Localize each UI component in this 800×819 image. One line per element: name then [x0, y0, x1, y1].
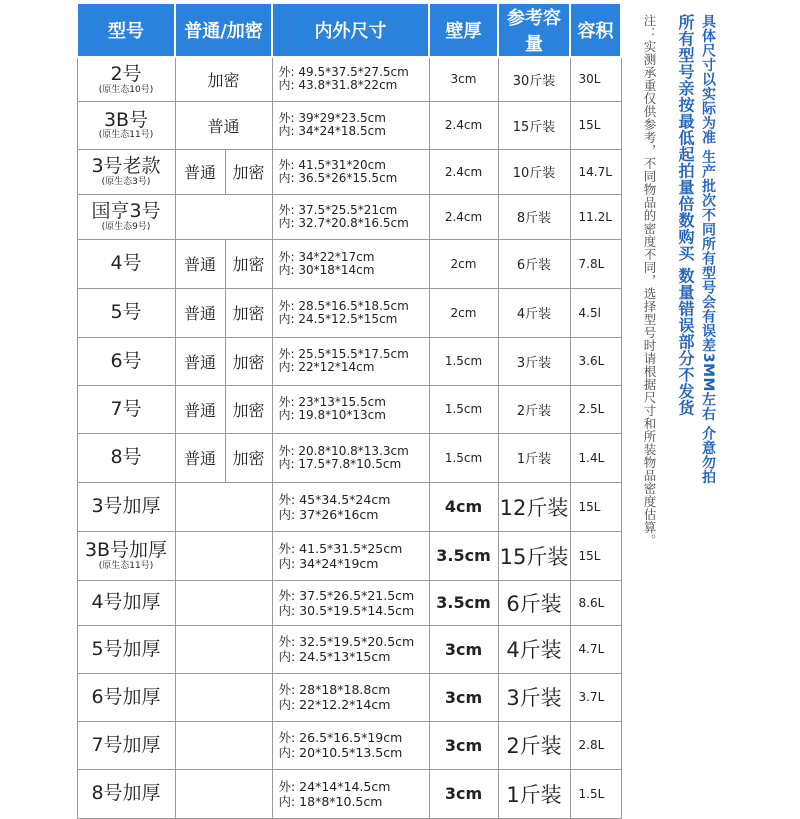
notes-panel [640, 6, 800, 796]
table-row [77, 239, 621, 288]
dimensions-cell [272, 194, 429, 239]
model-name: 3号加厚 [91, 495, 161, 518]
header-model: 型号 [77, 3, 175, 57]
outer-dimensions: 外: 39*29*23.5cm [278, 111, 386, 125]
model-cell [77, 625, 175, 673]
dimensions-cell [272, 337, 429, 385]
type-dense: 加密 [225, 433, 272, 482]
type-standard: 普通 [175, 239, 225, 288]
volume: 15L [570, 531, 621, 580]
wall-thickness: 3cm [429, 721, 498, 769]
wall-thickness: 3.5cm [429, 531, 498, 580]
model-alias: (原生态3号) [101, 176, 151, 187]
dimensions-cell [272, 101, 429, 149]
type-standard: 普通 [175, 385, 225, 433]
type-cell [175, 721, 272, 769]
header-capacity: 参考容量 [498, 3, 570, 57]
type-dense: 加密 [225, 239, 272, 288]
table-row [77, 769, 621, 818]
model-name: 5号加厚 [91, 637, 161, 660]
reference-capacity: 6斤装 [498, 239, 570, 288]
type-dense: 加密 [225, 288, 272, 337]
outer-dimensions: 外: 41.5*31*20cm [278, 157, 386, 172]
volume: 2.5L [570, 385, 621, 433]
reference-capacity: 6斤装 [498, 580, 570, 625]
reference-capacity: 30斤装 [498, 57, 570, 101]
volume: 11.2L [570, 194, 621, 239]
reference-capacity: 4斤装 [498, 625, 570, 673]
dimensions-cell [272, 385, 429, 433]
table-row [77, 625, 621, 673]
model-alias: (原生态11号) [98, 130, 154, 141]
volume: 7.8L [570, 239, 621, 288]
outer-dimensions: 外: 24*14*14.5cm [278, 778, 391, 794]
model-cell [77, 721, 175, 769]
wall-thickness: 1.5cm [429, 433, 498, 482]
type-dense: 加密 [225, 337, 272, 385]
inner-dimensions: 内: 34*24*19cm [278, 555, 379, 571]
wall-thickness: 2cm [429, 239, 498, 288]
wall-thickness: 1.5cm [429, 385, 498, 433]
reference-capacity: 10斤装 [498, 149, 570, 194]
volume: 15L [570, 101, 621, 149]
type-cell [175, 625, 272, 673]
dimensions-cell [272, 531, 429, 580]
model-cell [77, 482, 175, 531]
dimensions-cell [272, 288, 429, 337]
inner-dimensions: 内: 34*24*18.5cm [278, 124, 386, 138]
outer-dimensions: 外: 28*18*18.8cm [278, 682, 391, 697]
header-wall: 壁厚 [429, 3, 498, 57]
note-order-quantity: 所有型号亲按最低起拍量倍数购买 数量错误部分不发货 [676, 14, 695, 417]
reference-capacity: 15斤装 [498, 531, 570, 580]
table-row [77, 149, 621, 194]
model-name: 3B号加厚 [84, 539, 168, 562]
model-name: 3号老款 [91, 155, 161, 178]
wall-thickness: 4cm [429, 482, 498, 531]
model-cell [77, 101, 175, 149]
dimensions-cell [272, 625, 429, 673]
table-row [77, 337, 621, 385]
type-cell [175, 531, 272, 580]
inner-dimensions: 内: 30.5*19.5*14.5cm [278, 602, 415, 618]
dimensions-cell [272, 433, 429, 482]
volume: 3.7L [570, 673, 621, 721]
outer-dimensions: 外: 45*34.5*24cm [278, 491, 391, 507]
model-cell [77, 337, 175, 385]
dimensions-cell [272, 482, 429, 531]
note-density: 注：实测承重仅供参考，不同物品的密度不同，选择型号时请根据尺寸和所装物品密度估算。 [642, 14, 657, 547]
spec-table [76, 2, 622, 819]
reference-capacity: 12斤装 [498, 482, 570, 531]
volume: 4.5l [570, 288, 621, 337]
type-cell: 加密 [175, 57, 272, 101]
inner-dimensions: 内: 24.5*12.5*15cm [278, 311, 398, 326]
model-name: 8号 [110, 446, 142, 469]
volume: 14.7L [570, 149, 621, 194]
reference-capacity: 8斤装 [498, 194, 570, 239]
header-type: 普通/加密 [175, 3, 272, 57]
model-cell [77, 580, 175, 625]
model-alias: (原生态10号) [98, 84, 154, 95]
model-name: 4号 [110, 252, 142, 275]
inner-dimensions: 内: 22*12*14cm [278, 360, 375, 374]
model-name: 5号 [110, 301, 142, 324]
volume: 1.5L [570, 769, 621, 818]
spec-table-body [77, 57, 621, 818]
type-cell [175, 482, 272, 531]
model-name: 6号 [110, 349, 142, 372]
outer-dimensions: 外: 20.8*10.8*13.3cm [278, 443, 409, 458]
volume: 8.6L [570, 580, 621, 625]
table-row [77, 673, 621, 721]
reference-capacity: 2斤装 [498, 721, 570, 769]
model-name: 3B号 [103, 108, 149, 131]
outer-dimensions: 外: 32.5*19.5*20.5cm [278, 634, 415, 649]
dimensions-cell [272, 580, 429, 625]
type-dense: 加密 [225, 385, 272, 433]
model-name: 4号加厚 [91, 591, 161, 614]
outer-dimensions: 外: 37.5*25.5*21cm [278, 202, 398, 217]
model-alias: (原生态11号) [98, 560, 154, 571]
inner-dimensions: 内: 37*26*16cm [278, 506, 379, 522]
model-cell [77, 288, 175, 337]
wall-thickness: 3cm [429, 57, 498, 101]
volume: 15L [570, 482, 621, 531]
table-row [77, 385, 621, 433]
type-cell [175, 769, 272, 818]
outer-dimensions: 外: 25.5*15.5*17.5cm [278, 347, 409, 361]
header-row [77, 3, 621, 57]
header-volume: 容积 [570, 3, 621, 57]
outer-dimensions: 外: 28.5*16.5*18.5cm [278, 298, 409, 313]
type-standard: 普通 [175, 433, 225, 482]
table-row [77, 57, 621, 101]
model-cell [77, 239, 175, 288]
wall-thickness: 2.4cm [429, 149, 498, 194]
wall-thickness: 2.4cm [429, 194, 498, 239]
table-row [77, 482, 621, 531]
wall-thickness: 2.4cm [429, 101, 498, 149]
inner-dimensions: 内: 32.7*20.8*16.5cm [278, 215, 409, 230]
type-standard: 普通 [175, 149, 225, 194]
volume: 30L [570, 57, 621, 101]
reference-capacity: 2斤装 [498, 385, 570, 433]
wall-thickness: 3cm [429, 673, 498, 721]
wall-thickness: 3cm [429, 625, 498, 673]
volume: 3.6L [570, 337, 621, 385]
model-alias: (原生态9号) [101, 221, 151, 232]
model-name: 6号加厚 [91, 685, 161, 708]
reference-capacity: 4斤装 [498, 288, 570, 337]
wall-thickness: 3cm [429, 769, 498, 818]
outer-dimensions: 外: 26.5*16.5*19cm [278, 730, 403, 745]
dimensions-cell [272, 149, 429, 194]
inner-dimensions: 内: 36.5*26*15.5cm [278, 170, 398, 185]
wall-thickness: 1.5cm [429, 337, 498, 385]
reference-capacity: 1斤装 [498, 433, 570, 482]
model-cell [77, 433, 175, 482]
model-name: 8号加厚 [91, 782, 161, 805]
type-cell [175, 580, 272, 625]
inner-dimensions: 内: 19.8*10*13cm [278, 408, 386, 422]
model-cell [77, 57, 175, 101]
table-row [77, 531, 621, 580]
dimensions-cell [272, 239, 429, 288]
inner-dimensions: 内: 30*18*14cm [278, 262, 375, 277]
dimensions-cell [272, 673, 429, 721]
reference-capacity: 1斤装 [498, 769, 570, 818]
type-standard: 普通 [175, 337, 225, 385]
outer-dimensions: 外: 49.5*37.5*27.5cm [278, 65, 409, 80]
wall-thickness: 3.5cm [429, 580, 498, 625]
table-row [77, 721, 621, 769]
table-row [77, 433, 621, 482]
volume: 1.4L [570, 433, 621, 482]
model-cell [77, 149, 175, 194]
table-row [77, 580, 621, 625]
inner-dimensions: 内: 43.8*31.8*22cm [278, 78, 398, 93]
dimensions-cell [272, 57, 429, 101]
type-standard: 普通 [175, 288, 225, 337]
outer-dimensions: 外: 41.5*31.5*25cm [278, 540, 403, 556]
volume: 4.7L [570, 625, 621, 673]
table-row [77, 288, 621, 337]
type-cell: 普通 [175, 101, 272, 149]
model-name: 2号 [110, 62, 142, 85]
inner-dimensions: 内: 20*10.5*13.5cm [278, 745, 403, 760]
model-cell [77, 194, 175, 239]
model-cell [77, 673, 175, 721]
model-cell [77, 769, 175, 818]
inner-dimensions: 内: 18*8*10.5cm [278, 793, 383, 809]
outer-dimensions: 外: 23*13*15.5cm [278, 395, 386, 409]
reference-capacity: 15斤装 [498, 101, 570, 149]
inner-dimensions: 内: 22*12.2*14cm [278, 697, 391, 712]
model-name: 国亨3号 [91, 200, 161, 223]
header-dimensions: 内外尺寸 [272, 3, 429, 57]
inner-dimensions: 内: 24.5*13*15cm [278, 649, 391, 664]
reference-capacity: 3斤装 [498, 673, 570, 721]
model-name: 7号加厚 [91, 733, 161, 756]
type-cell [175, 673, 272, 721]
model-cell [77, 531, 175, 580]
volume: 2.8L [570, 721, 621, 769]
note-size-tolerance: 具体尺寸以实际为准 生产批次不同所有型号会有误差3MM左右 介意勿拍 [700, 14, 716, 485]
wall-thickness: 2cm [429, 288, 498, 337]
model-name: 7号 [110, 397, 142, 420]
table-row [77, 194, 621, 239]
type-cell [175, 194, 272, 239]
model-cell [77, 385, 175, 433]
outer-dimensions: 外: 37.5*26.5*21.5cm [278, 587, 415, 603]
type-dense: 加密 [225, 149, 272, 194]
inner-dimensions: 内: 17.5*7.8*10.5cm [278, 456, 402, 471]
dimensions-cell [272, 721, 429, 769]
table-row [77, 101, 621, 149]
dimensions-cell [272, 769, 429, 818]
reference-capacity: 3斤装 [498, 337, 570, 385]
outer-dimensions: 外: 34*22*17cm [278, 249, 375, 264]
